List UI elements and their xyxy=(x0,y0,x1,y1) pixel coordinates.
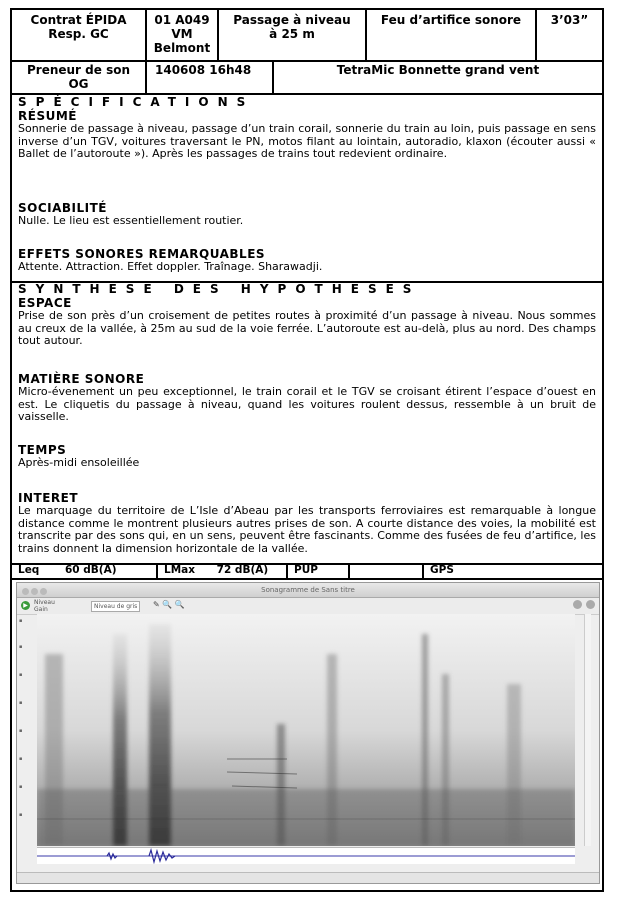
measures-row xyxy=(12,563,602,580)
document-sheet xyxy=(10,8,604,892)
lmax-cell xyxy=(158,563,288,578)
window-title: Sonagramme de Sans titre xyxy=(261,586,355,594)
title-cell: Passage à niveau à 25 m xyxy=(219,10,367,60)
mic-cell: TetraMic Bonnette grand vent xyxy=(336,63,540,77)
resume-title: RÉSUMÉ xyxy=(18,109,77,123)
vertical-scrollbar[interactable] xyxy=(584,614,591,846)
leq-label: Leq xyxy=(18,564,40,576)
matiere-text: Micro-évenement un peu exceptionnel, le train corail et le TGV se croisant étirent l’espace d’ouest en est. Le cliquetis du passage à niveau, quand les voitures roulent dessus, ressemble à un bruit de vaisselle. xyxy=(18,385,596,423)
leq-cell xyxy=(12,563,158,578)
spectrogram-screenshot xyxy=(16,582,600,884)
status-bar xyxy=(17,872,599,883)
sociabilite-title: SOCIABILITÉ xyxy=(18,201,108,215)
pup-value-cell xyxy=(350,563,424,578)
leq-value: 60 dB(A) xyxy=(64,564,117,576)
gps-label: GPS xyxy=(430,564,454,576)
synthese-section xyxy=(12,281,602,565)
interet-text: Le marquage du territoire de L’Isle d’Abeau par les transports ferroviaires est remarquable à longue distance comme le montrent plusieurs autres prises de son. A courte distance des voies, la mobilité est transcrite par des sons qui, en un sens, peuvent être fascinants. Comme des fusées de feu d’artifice, les trains donnent la dimension horizontale de la vallée. xyxy=(18,504,596,555)
name-cell: Feu d’artifice sonore xyxy=(367,10,537,60)
waveform xyxy=(37,847,575,864)
specifications-section xyxy=(12,95,602,283)
toolbar-right-icons xyxy=(569,600,595,611)
datetime-cell: 140608 16h48 xyxy=(147,60,274,93)
temps-text: Après-midi ensoleillée xyxy=(18,456,140,469)
spectrogram-image xyxy=(37,614,575,846)
resume-text: Sonnerie de passage à niveau, passage d’un train corail, sonnerie du train au loin, puis passage en sens inverse d’un TGV, voitures traversant le PN, motos filant au lointain, autoradio, klaxon (écouter aussi « Ballet de l’autoroute »). Après les passages de trains tout redevient ordinaire. xyxy=(18,122,596,160)
temps-title: TEMPS xyxy=(18,443,67,457)
pup-label: PUP xyxy=(294,564,318,576)
duration-cell: 3’03” xyxy=(550,13,589,27)
spectrogram-toolbar xyxy=(17,598,599,615)
contract-cell: Contrat ÉPIDA Resp. GC xyxy=(12,10,147,60)
play-icon[interactable]: ▶ xyxy=(21,601,30,610)
lmax-value: 72 dB(A) xyxy=(216,564,269,576)
effets-text: Attente. Attraction. Effet doppler. Traînage. Sharawadji. xyxy=(18,260,323,273)
time-axis xyxy=(37,864,575,870)
sociabilite-text: Nulle. Le lieu est essentiellement routier. xyxy=(18,214,244,227)
gps-cell xyxy=(424,563,602,578)
header-row xyxy=(12,10,602,62)
lmax-label: LMax xyxy=(164,564,195,576)
espace-title: ESPACE xyxy=(18,296,72,310)
synthese-heading: SYNTHÈSE DES HYPOTHÈSES xyxy=(18,282,421,296)
recording-row xyxy=(12,60,602,95)
operator-cell: Preneur de son OG xyxy=(12,60,147,93)
window-titlebar xyxy=(17,583,599,598)
frequency-axis: ▪ ▪ ▪ ▪ ▪ ▪ ▪ ▪ xyxy=(19,618,23,818)
matiere-title: MATIÈRE SONORE xyxy=(18,372,145,386)
pup-cell xyxy=(288,563,350,578)
gain-label: Niveau Gain xyxy=(34,599,55,613)
zoom-tools[interactable]: ✎ 🔍 🔍 xyxy=(153,600,185,609)
espace-text: Prise de son près d’un croisement de petites routes à proximité d’un passage à niveau. Nous sommes au creux de la vallée, à 25m au sud de la voie ferrée. L’autoroute est au-delà, plus au nord. Des champs tout autour. xyxy=(18,309,596,347)
interet-title: INTERET xyxy=(18,491,79,505)
code-cell: 01 A049 VM Belmont xyxy=(147,10,219,60)
palette-select[interactable]: Niveau de gris xyxy=(91,601,140,612)
effets-title: EFFETS SONORES REMARQUABLES xyxy=(18,247,266,261)
specifications-heading: SPÉCIFICATIONS xyxy=(18,95,255,109)
